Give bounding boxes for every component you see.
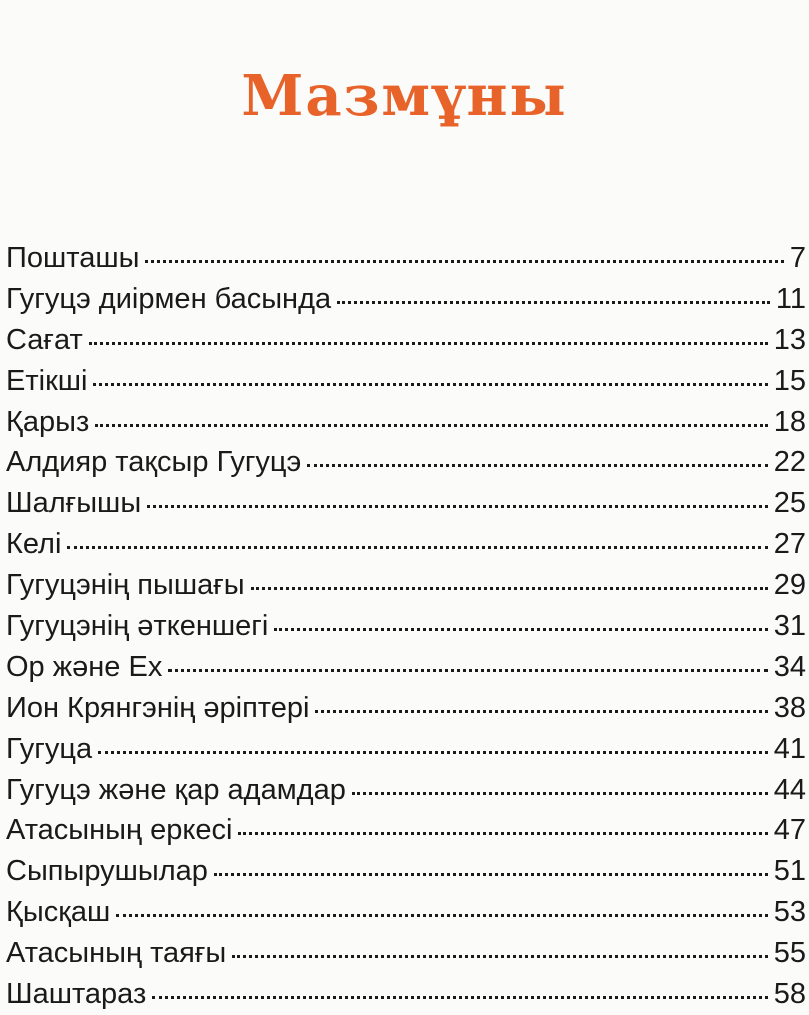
toc-entry-title: Ор және Ех xyxy=(6,650,163,683)
toc-entry-page: 38 xyxy=(773,691,806,724)
toc-entry[interactable] xyxy=(6,647,806,688)
toc-entry-title: Шаштараз xyxy=(6,978,147,1011)
dot-leader xyxy=(337,301,770,304)
dot-leader xyxy=(232,955,767,958)
toc-entry[interactable] xyxy=(6,933,806,974)
toc-entry[interactable] xyxy=(6,688,806,729)
toc-entry[interactable] xyxy=(6,524,806,565)
toc-entry-page: 47 xyxy=(773,814,806,847)
toc-entry-title: Пошташы xyxy=(6,242,140,274)
table-of-contents xyxy=(6,238,806,1015)
toc-entry-page: 27 xyxy=(773,528,806,561)
dot-leader xyxy=(145,260,783,263)
toc-entry[interactable] xyxy=(6,810,806,851)
toc-entry-title: Сағат xyxy=(6,323,83,356)
toc-entry[interactable] xyxy=(6,320,806,361)
toc-entry-title: Гугуцэнің пышағы xyxy=(6,569,245,602)
toc-entry-title: Атасының еркесі xyxy=(6,814,233,847)
toc-entry[interactable] xyxy=(6,442,806,483)
toc-entry-title: Ион Крянгэнің әріптері xyxy=(6,691,310,724)
toc-entry-title: Гугуца xyxy=(6,732,93,765)
dot-leader xyxy=(352,792,768,795)
toc-entry-title: Шалғышы xyxy=(6,487,142,520)
dot-leader xyxy=(93,383,767,386)
toc-entry[interactable] xyxy=(6,279,806,320)
toc-entry-page: 53 xyxy=(773,896,806,929)
toc-entry-page: 7 xyxy=(789,242,806,274)
toc-entry-title: Сыпырушылар xyxy=(6,855,208,888)
dot-leader xyxy=(98,751,768,754)
toc-entry[interactable] xyxy=(6,606,806,647)
dot-leader xyxy=(315,710,767,713)
toc-entry-title: Етікші xyxy=(6,364,88,397)
toc-entry-page: 29 xyxy=(773,569,806,602)
toc-entry-page: 11 xyxy=(775,282,806,315)
toc-entry[interactable] xyxy=(6,238,806,279)
toc-entry[interactable] xyxy=(6,402,806,443)
toc-entry-title: Гугуцэнің әткеншегі xyxy=(6,610,269,643)
dot-leader xyxy=(152,996,767,999)
toc-entry-title: Атасының таяғы xyxy=(6,937,227,970)
toc-entry-page: 34 xyxy=(773,650,806,683)
toc-entry-page: 51 xyxy=(773,855,806,888)
toc-entry[interactable] xyxy=(6,565,806,606)
dot-leader xyxy=(89,342,768,345)
toc-entry-title: Гугуцэ диірмен басында xyxy=(6,282,332,315)
toc-entry-page: 31 xyxy=(773,610,806,643)
toc-entry-page: 18 xyxy=(773,405,806,438)
toc-entry-page: 44 xyxy=(773,773,806,806)
dot-leader xyxy=(95,424,767,427)
toc-entry-page: 15 xyxy=(773,364,806,397)
toc-entry-title: Қысқаш xyxy=(6,896,111,929)
toc-entry[interactable] xyxy=(6,974,806,1015)
dot-leader xyxy=(238,832,767,835)
toc-entry[interactable] xyxy=(6,361,806,402)
dot-leader xyxy=(147,505,768,508)
page-title: Мазмұны xyxy=(241,62,568,129)
dot-leader xyxy=(214,873,768,876)
toc-entry[interactable] xyxy=(6,483,806,524)
toc-entry-title: Алдияр тақсыр Гугуцэ xyxy=(6,446,302,479)
toc-entry[interactable] xyxy=(6,851,806,892)
toc-entry[interactable] xyxy=(6,892,806,933)
dot-leader xyxy=(251,587,768,590)
toc-entry-page: 22 xyxy=(773,446,806,479)
dot-leader xyxy=(274,628,767,631)
toc-entry-page: 13 xyxy=(773,323,806,356)
dot-leader xyxy=(67,546,767,549)
toc-entry-title: Гугуцэ және қар адамдар xyxy=(6,773,346,806)
toc-entry-title: Келі xyxy=(6,528,62,561)
dot-leader xyxy=(307,464,767,467)
dot-leader xyxy=(116,914,767,917)
toc-entry-page: 58 xyxy=(773,978,806,1011)
toc-entry[interactable] xyxy=(6,770,806,811)
toc-entry-page: 55 xyxy=(773,937,806,970)
toc-entry-title: Қарыз xyxy=(6,405,90,438)
toc-entry[interactable] xyxy=(6,729,806,770)
toc-entry-page: 25 xyxy=(773,487,806,520)
toc-entry-page: 41 xyxy=(773,732,806,765)
dot-leader xyxy=(168,669,767,672)
